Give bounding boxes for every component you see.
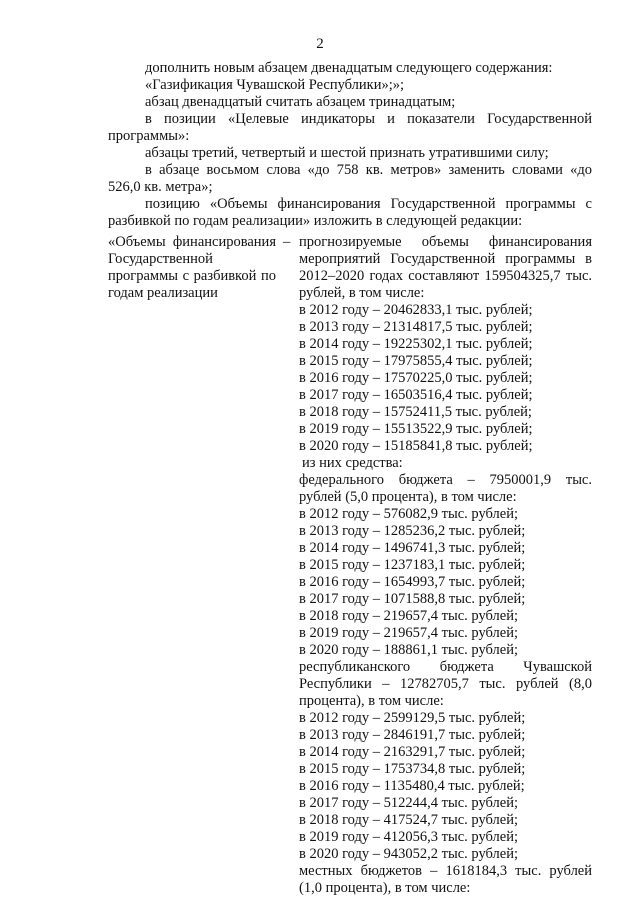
intro-paragraph: абзацы третий, четвертый и шестой признать утратившими силу;	[145, 145, 549, 161]
federal-year-line: в 2019 году – 219657,4 тыс. рублей;	[299, 625, 519, 641]
federal-year-line: в 2018 году – 219657,4 тыс. рублей;	[299, 608, 519, 624]
intro-paragraph: в позиции «Целевые индикаторы и показатели Государственной программы»:	[108, 111, 592, 144]
total-year-line: в 2018 году – 15752411,5 тыс. рублей;	[299, 404, 532, 420]
federal-year-line: в 2013 году – 1285236,2 тыс. рублей;	[299, 523, 526, 539]
page-number: 2	[316, 36, 324, 52]
republic-year-line: в 2019 году – 412056,3 тыс. рублей;	[299, 829, 519, 845]
of-them-line: из них средства:	[302, 455, 403, 471]
republic-funding-text: республиканского бюджета Чувашской Республики – 12782705,7 тыс. рублей (8,0 процента), в том числе:	[299, 659, 592, 709]
republic-year-line: в 2017 году – 512244,4 тыс. рублей;	[299, 795, 519, 811]
federal-year-line: в 2016 году – 1654993,7 тыс. рублей;	[299, 574, 526, 590]
republic-year-line: в 2014 году – 2163291,7 тыс. рублей;	[299, 744, 526, 760]
intro-paragraph: абзац двенадцатый считать абзацем тринадцатым;	[145, 94, 456, 110]
republic-year-line: в 2020 году – 943052,2 тыс. рублей;	[299, 846, 519, 862]
total-year-line: в 2017 году – 16503516,4 тыс. рублей;	[299, 387, 533, 403]
total-year-line: в 2020 году – 15185841,8 тыс. рублей;	[299, 438, 533, 454]
federal-year-line: в 2012 году – 576082,9 тыс. рублей;	[299, 506, 519, 522]
funding-details	[299, 234, 592, 897]
total-year-line: в 2012 году – 20462833,1 тыс. рублей;	[299, 302, 533, 318]
intro-paragraph: дополнить новым абзацем двенадцатым следующего содержания:	[145, 60, 553, 76]
total-funding-text: прогнозируемые объемы финансирования мероприятий Государственной программы в 2012–2020 годах составляют 159504325,7 тыс. рублей, в том числе:	[299, 234, 592, 301]
federal-funding-text: федерального бюджета – 7950001,9 тыс. рублей (5,0 процента), в том числе:	[299, 472, 592, 505]
total-year-line: в 2014 году – 19225302,1 тыс. рублей;	[299, 336, 533, 352]
republic-year-line: в 2018 году – 417524,7 тыс. рублей;	[299, 812, 519, 828]
republic-year-line: в 2013 году – 2846191,7 тыс. рублей;	[299, 727, 526, 743]
local-funding-text: местных бюджетов – 1618184,3 тыс. рублей (1,0 процента), в том числе:	[299, 863, 592, 896]
total-year-line: в 2013 году – 21314817,5 тыс. рублей;	[299, 319, 533, 335]
republic-year-line: в 2012 году – 2599129,5 тыс. рублей;	[299, 710, 526, 726]
republic-year-line: в 2016 году – 1135480,4 тыс. рублей;	[299, 778, 525, 794]
republic-year-line: в 2015 году – 1753734,8 тыс. рублей;	[299, 761, 526, 777]
total-year-line: в 2019 году – 15513522,9 тыс. рублей;	[299, 421, 533, 437]
total-year-line: в 2016 году – 17570225,0 тыс. рублей;	[299, 370, 533, 386]
intro-text	[108, 60, 592, 230]
dash-separator: –	[283, 234, 291, 250]
intro-paragraph: «Газификация Чувашской Республики»;»;	[145, 77, 405, 93]
federal-year-line: в 2017 году – 1071588,8 тыс. рублей;	[299, 591, 526, 607]
intro-paragraph: позицию «Объемы финансирования Государственной программы с разбивкой по годам реализации» изложить в следующей редакции:	[108, 196, 592, 229]
federal-year-line: в 2015 году – 1237183,1 тыс. рублей;	[299, 557, 526, 573]
total-year-line: в 2015 году – 17975855,4 тыс. рублей;	[299, 353, 533, 369]
intro-paragraph: в абзаце восьмом слова «до 758 кв. метров» заменить словами «до 526,0 кв. метра»;	[108, 162, 592, 195]
funding-label: «Объемы финансирования Государственной программы с разбивкой по годам реализации	[108, 234, 276, 301]
federal-year-line: в 2020 году – 188861,1 тыс. рублей;	[299, 642, 519, 658]
federal-year-line: в 2014 году – 1496741,3 тыс. рублей;	[299, 540, 526, 556]
